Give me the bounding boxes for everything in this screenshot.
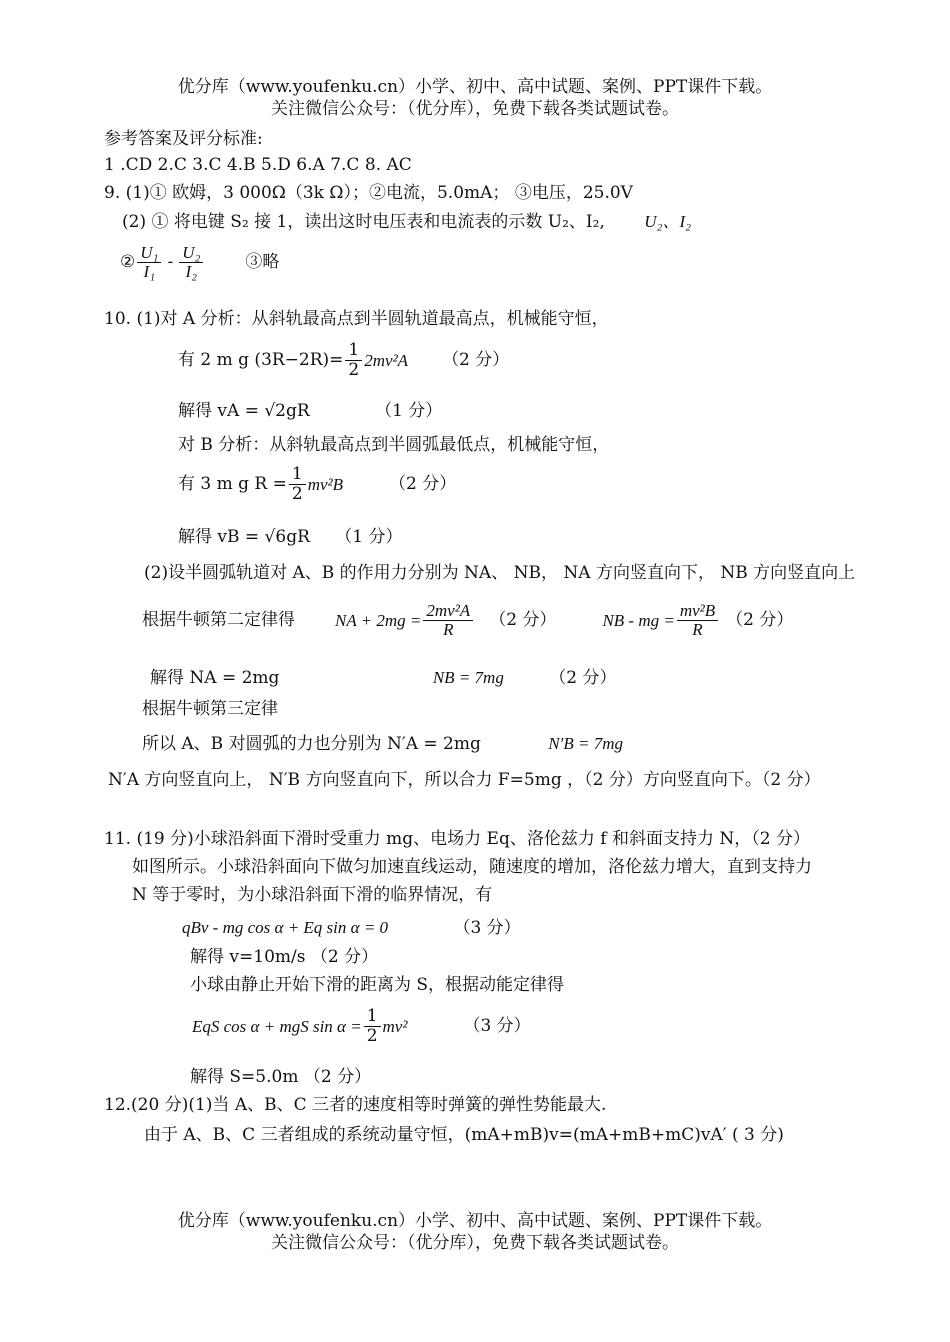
q12-line-1: 12.(20 分)(1)当 A、B、C 三者的速度相等时弹簧的弹性势能最大.: [104, 1095, 607, 1115]
q10-line-1: 10. (1)对 A 分析：从斜轨最高点到半圆轨道最高点，机械能守恒，: [104, 309, 609, 329]
footer-line-1: 优分库（www.youfenku.cn）小学、初中、高中试题、案例、PPT课件下载。: [177, 1211, 773, 1231]
q10-line-b: 对 B 分析：从斜轨最高点到半圆弧最低点，机械能守恒，: [178, 435, 610, 455]
q10-result: 解得 NA = 2mg NB = 7mg （2 分）: [150, 668, 617, 688]
q11-line-2: 如图所示。小球沿斜面向下做匀加速直线运动，随速度的增加，洛伦兹力增大，直到支持力: [132, 857, 812, 877]
q10-eq-b: 有 3 m g R = $\frac{1}{2}$ mv²B （2 分）: [178, 464, 457, 504]
q11-eq-1: qBv - mg cos α + Eq sin α = 0 （3 分）: [182, 918, 521, 938]
choice-answers: 1 .CD 2.C 3.C 4.B 5.D 6.A 7.C 8. AC: [104, 155, 412, 175]
q10-reaction: 所以 A、B 对圆弧的力也分别为 N′A = 2mg N′B = 7mg: [142, 734, 623, 754]
header-line-1: 优分库（www.youfenku.cn）小学、初中、高中试题、案例、PPT课件下载。: [177, 77, 773, 97]
q10-conclusion: N′A 方向竖直向上， N′B 方向竖直向下，所以合力 F=5mg ，（2 分）方向竖直向下。（2 分）: [108, 770, 821, 790]
q10-newton2: 根据牛顿第二定律得 NA + 2mg = $\frac{\text{2mv²A}}{R}$ （2 分） NB - mg = $\frac{\text{mv²B}}{R}$ （2 分）: [142, 601, 794, 639]
q10-newton3: 根据牛顿第三定律: [142, 699, 278, 719]
q9-line-3: ② $\frac{\text{U₁}}{\text{I₁}}$ - $\frac{\text{U₂}}{\text{I₂}}$ ③略: [120, 243, 280, 281]
q10-eq-a: 有 2 m g (3R−2R)= $\frac{1}{2}$ 2mv²A （2 分）: [178, 340, 510, 380]
fraction-u1-i1: $\frac{\text{U₁}}{\text{I₁}}$: [137, 244, 161, 282]
fraction-u2-i2: $\frac{\text{U₂}}{\text{I₂}}$: [179, 244, 203, 282]
q10-part2: (2)设半圆弧轨道对 A、B 的作用力分别为 NA、 NB， NA 方向竖直向下， NB 方向竖直向上: [144, 563, 856, 583]
q11-line-3: N 等于零时，为小球沿斜面下滑的临界情况，有: [132, 885, 493, 905]
q11-v: 解得 v=10m/s （2 分）: [190, 947, 379, 967]
q11-line-4: 小球由静止开始下滑的距离为 S，根据动能定律得: [190, 975, 565, 995]
q11-s: 解得 S=5.0m （2 分）: [190, 1067, 372, 1087]
q11-line-1: 11. (19 分)小球沿斜面下滑时受重力 mg、电场力 Eq、洛伦兹力 f 和斜面支持力 N，（2 分）: [104, 829, 810, 849]
q10-va: 解得 vA = √2gR （1 分）: [178, 401, 443, 421]
q12-line-2: 由于 A、B、C 三者组成的系统动量守恒，(mA+mB)v=(mA+mB+mC)vA′ ( 3 分): [144, 1125, 784, 1145]
q9-line-1: 9. (1)① 欧姆，3 000Ω（3k Ω）；②电流，5.0mA； ③电压，25.0V: [104, 183, 633, 203]
answer-title: 参考答案及评分标准:: [104, 129, 263, 149]
q10-vb: 解得 vB = √6gR （1 分）: [178, 527, 403, 547]
q9-line-2: (2) ① 将电键 S₂ 接 1，读出这时电压表和电流表的示数 U₂、I₂, U₂、I₂: [122, 212, 692, 232]
header-line-2: 关注微信公众号：（优分库），免费下载各类试题试卷。: [271, 99, 679, 119]
footer-line-2: 关注微信公众号：（优分库），免费下载各类试题试卷。: [271, 1233, 679, 1253]
q11-eq-2: EqS cos α + mgS sin α = $\frac{1}{2}$ mv² （3 分）: [192, 1006, 531, 1046]
